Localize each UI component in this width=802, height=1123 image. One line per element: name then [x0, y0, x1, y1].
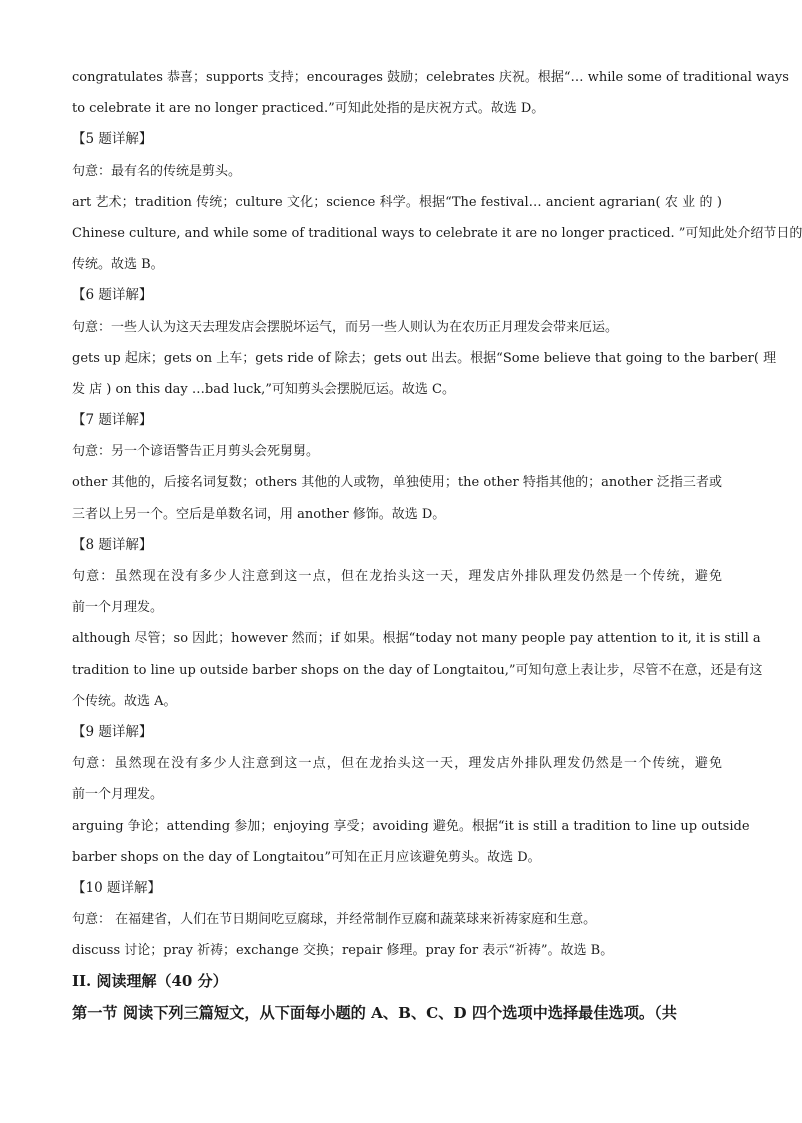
- text-line: 句意：虽然现在没有多少人注意到这一点，但在龙抬头这一天，理发店外排队理发仍然是一个传统，避免: [72, 756, 722, 772]
- question-heading: 【7 题详解】: [72, 412, 153, 429]
- question-heading: 【10 题详解】: [72, 879, 161, 896]
- text-line: 句意：一些人认为这天去理发店会摆脱坏运气，而另一些人则认为在农历正月理发会带来厄运。: [72, 319, 619, 335]
- text-line: 句意：虽然现在没有多少人注意到这一点，但在龙抬头这一天，理发店外排队理发仍然是一个传统，避免: [72, 569, 722, 584]
- text-line: 个传统。故选 A。: [72, 693, 177, 709]
- text-line: arguing 争论；attending 参加；enjoying 享受；avoiding 避免。根据“it is still a tradition to line up outside: [72, 818, 750, 834]
- text-line: 传统。故选 B。: [72, 257, 164, 273]
- question-heading: 【6 题详解】: [72, 287, 153, 304]
- text-line: Chinese culture, and while some of traditional ways to celebrate it are no longer practiced. ”可知此处介绍节日的: [72, 225, 802, 241]
- text-line: 句意：最有名的传统是剪头。: [72, 163, 242, 179]
- text-line: art 艺术；tradition 传统；culture 文化；science 科学。根据“The festival… ancient agrarian( 农 业 的 ): [72, 194, 722, 210]
- text-line: other 其他的，后接名词复数；others 其他的人或物，单独使用；the other 特指其他的；another 泛指三者或: [72, 475, 722, 491]
- text-line: 前一个月理发。: [72, 600, 164, 616]
- text-line: 句意： 在福建省，人们在节日期间吃豆腐球，并经常制作豆腐和蔬菜球来祈祷家庭和生意。: [72, 912, 597, 928]
- document-page: [72, 62, 802, 1029]
- text-line: 发 店 ) on this day …bad luck,”可知剪头会摆脱厄运。故选 C。: [72, 381, 455, 397]
- text-line: although 尽管；so 因此；however 然而；if 如果。根据“today not many people pay attention to it, it is still a: [72, 631, 761, 647]
- text-line: discuss 讨论；pray 祈祷；exchange 交换；repair 修理。pray for 表示“祈祷”。故选 B。: [72, 943, 614, 959]
- question-heading: 【9 题详解】: [72, 723, 153, 740]
- section-instruction: 第一节 阅读下列三篇短文，从下面每小题的 A、B、C、D 四个选项中选择最佳选项。（共: [72, 1004, 677, 1023]
- text-line: congratulates 恭喜；supports 支持；encourages 鼓励；celebrates 庆祝。根据“… while some of traditional ways: [72, 70, 789, 85]
- text-line: 三者以上另一个。空后是单数名词，用 another 修饰。故选 D。: [72, 506, 446, 522]
- section-title: II. 阅读理解（40 分）: [72, 972, 228, 991]
- text-line: tradition to line up outside barber shops on the day of Longtaitou,”可知句意上表让步，尽管不在意，还是有这: [72, 662, 763, 678]
- text-line: barber shops on the day of Longtaitou”可知在正月应该避免剪头。故选 D。: [72, 849, 541, 865]
- text-line: to celebrate it are no longer practiced.”可知此处指的是庆祝方式。故选 D。: [72, 101, 545, 117]
- question-heading: 【5 题详解】: [72, 131, 153, 148]
- text-line: gets up 起床；gets on 上车；gets ride of 除去；gets out 出去。根据“Some believe that going to the barber( 理: [72, 350, 777, 366]
- text-line: 句意：另一个谚语警告正月剪头会死舅舅。: [72, 444, 320, 460]
- text-line: 前一个月理发。: [72, 787, 164, 803]
- question-heading: 【8 题详解】: [72, 536, 153, 553]
